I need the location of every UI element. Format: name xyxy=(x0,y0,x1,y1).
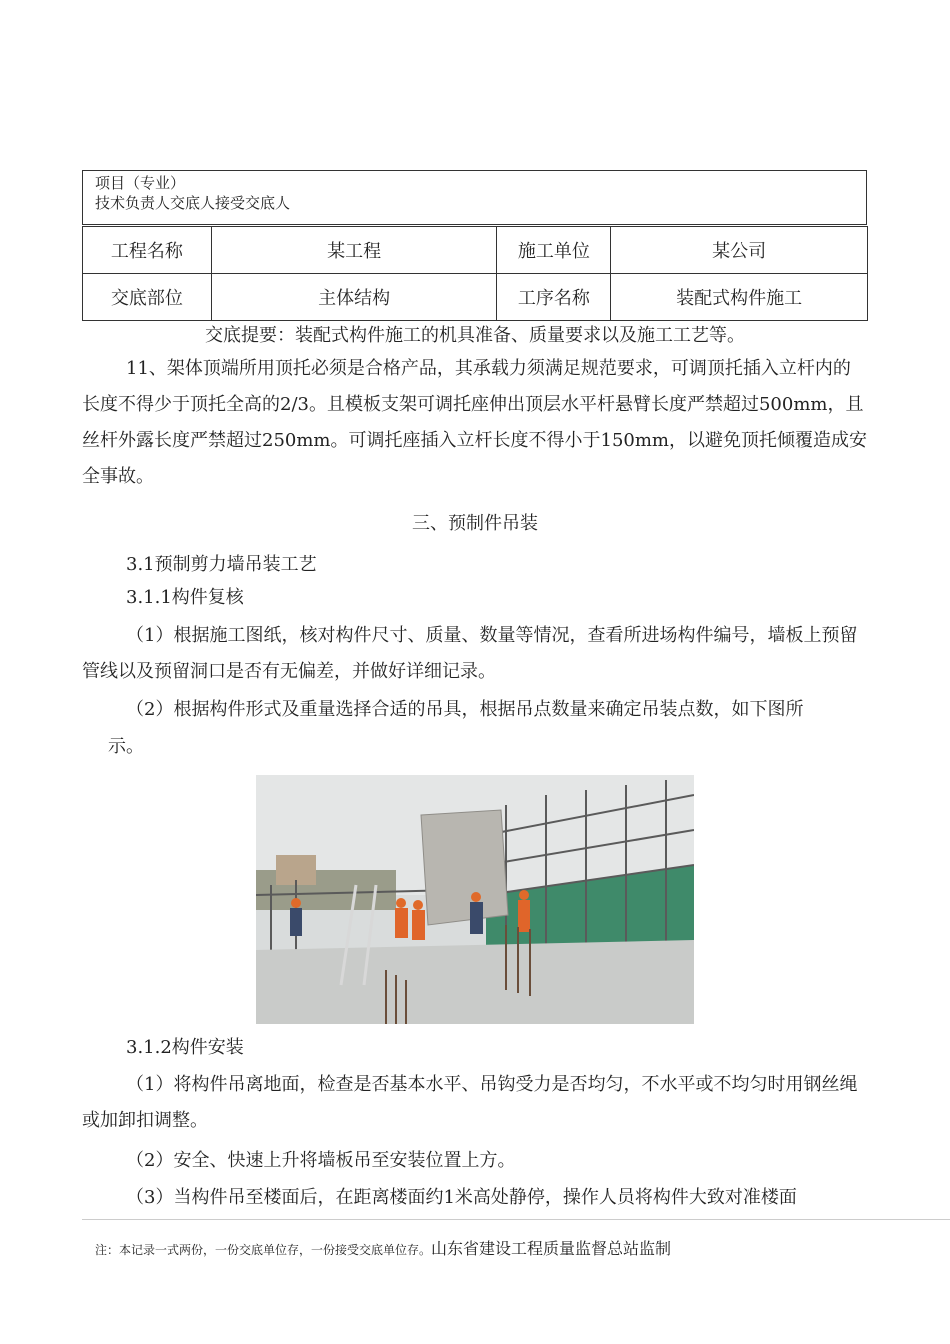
contractor-label: 施工单位 xyxy=(497,227,611,274)
project-name-label: 工程名称 xyxy=(83,227,212,274)
project-label: 项目（专业） xyxy=(95,174,186,192)
info-table xyxy=(82,226,868,321)
step-2: （2）安全、快速上升将墙板吊至安装位置上方。 xyxy=(126,1150,516,1171)
precast-wall-lifting-photo xyxy=(256,775,694,1024)
footer-org: 山东省建设工程质量监督总站监制 xyxy=(431,1239,672,1258)
location-value: 主体结构 xyxy=(211,274,497,321)
footer-note: 注：本记录一式两份，一份交底单位存，一份接受交底单位存。 xyxy=(95,1243,432,1257)
subsection-3-1-2: 3.1.2构件安装 xyxy=(126,1037,244,1058)
responsible-persons-label: 技术负责人交底人接受交底人 xyxy=(95,194,291,212)
table-row xyxy=(83,227,868,274)
location-label: 交底部位 xyxy=(83,274,212,321)
project-header-box xyxy=(82,170,867,225)
footer xyxy=(95,1236,671,1259)
paragraph-11: 11、架体顶端所用顶托必须是合格产品，其承载力须满足规范要求，可调顶托插入立杆内的长度不得少于顶托全高的2/3。且模板支架可调托座伸出顶层水平杆悬臂长度严禁超过500mm，且丝杆外露长度严禁超过250mm。可调托座插入立杆长度不得小于150mm，以避免顶托倾覆造成安全事故。 xyxy=(82,358,867,487)
item-2-line1: （2）根据构件形式及重量选择合适的吊具，根据吊点数量来确定吊装点数，如下图所 xyxy=(126,699,804,720)
contractor-value: 某公司 xyxy=(611,227,868,274)
subsection-3-1-1: 3.1.1构件复核 xyxy=(126,587,244,608)
summary-text: 交底提要：装配式构件施工的机具准备、质量要求以及施工工艺等。 xyxy=(205,325,745,346)
process-label: 工序名称 xyxy=(497,274,611,321)
footer-divider xyxy=(82,1219,950,1220)
step-3: （3）当构件吊至楼面后，在距离楼面约1米高处静停，操作人员将构件大致对准楼面 xyxy=(126,1187,797,1208)
table-row xyxy=(83,274,868,321)
project-name-value: 某工程 xyxy=(211,227,497,274)
process-value: 装配式构件施工 xyxy=(611,274,868,321)
step-1: （1）将构件吊离地面，检查是否基本水平、吊钩受力是否均匀，不水平或不均匀时用钢丝绳或加卸扣调整。 xyxy=(82,1074,858,1131)
section-title: 三、预制件吊装 xyxy=(412,513,538,534)
item-1: （1）根据施工图纸，核对构件尺寸、质量、数量等情况，查看所进场构件编号，墙板上预留管线以及预留洞口是否有无偏差，并做好详细记录。 xyxy=(82,625,858,682)
subsection-3-1: 3.1预制剪力墙吊装工艺 xyxy=(126,554,317,575)
item-2-line2: 示。 xyxy=(108,736,144,757)
